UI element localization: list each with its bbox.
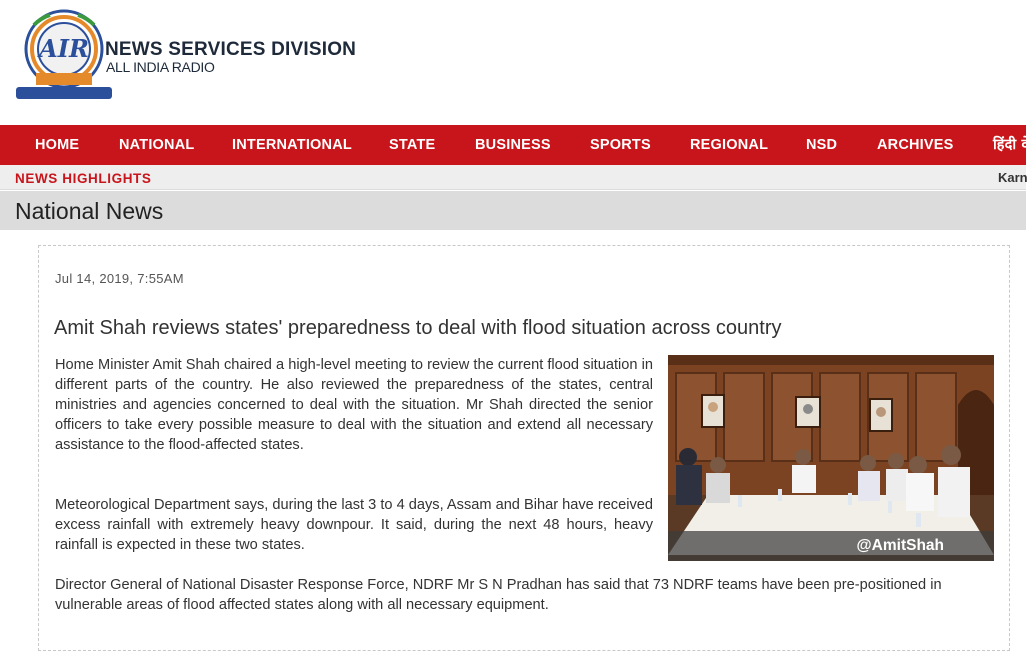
section-title: National News: [15, 198, 164, 224]
article-paragraph: Director General of National Disaster Response Force, NDRF Mr S N Pradhan has said that 73 NDRF teams have been pre-positioned in vulnerable areas of flood affected states along with all necessary equipment.: [55, 577, 942, 613]
site-header: [0, 0, 1026, 125]
nav-item-international[interactable]: INTERNATIONAL: [232, 137, 352, 153]
brand-subtitle: ALL INDIA RADIO: [106, 59, 215, 75]
nav-item-national[interactable]: NATIONAL: [119, 137, 195, 153]
photo-caption-bar: [668, 531, 994, 561]
svg-text:AIR: AIR: [39, 34, 89, 63]
section-header: [0, 191, 1026, 230]
article-date: Jul 14, 2019, 7:55AM: [55, 271, 184, 286]
photo-caption: @AmitShah: [856, 537, 944, 554]
nav-item-state[interactable]: STATE: [389, 137, 436, 153]
news-highlights-bar: [0, 165, 1026, 190]
news-highlights-ticker[interactable]: Karn: [998, 170, 1028, 185]
nav-item-sports[interactable]: SPORTS: [590, 137, 651, 153]
main-nav: [0, 125, 1030, 165]
article-card: [38, 245, 1010, 651]
all-india-radio-logo-icon[interactable]: [14, 5, 114, 101]
article-photo[interactable]: [668, 355, 994, 561]
nav-item-hindi[interactable]: हिंदी वे: [993, 137, 1030, 153]
article-paragraph: Meteorological Department says, during the last 3 to 4 days, Assam and Bihar have received excess rainfall with extremely heavy downpour. It said, during the next 48 hours, heavy rainfall is expected in these two states.: [55, 497, 653, 553]
nav-item-regional[interactable]: REGIONAL: [690, 137, 769, 153]
news-highlights-label: NEWS HIGHLIGHTS: [15, 171, 152, 186]
nav-item-archives[interactable]: ARCHIVES: [877, 137, 954, 153]
brand-title: NEWS SERVICES DIVISION: [105, 39, 357, 60]
nav-item-business[interactable]: BUSINESS: [475, 137, 551, 153]
nav-item-home[interactable]: HOME: [35, 137, 80, 153]
nav-item-nsd[interactable]: NSD: [806, 137, 838, 153]
article-paragraph: Home Minister Amit Shah chaired a high-level meeting to review the current flood situation in different parts of the country. He also reviewed the preparedness of the states, central ministries and agencies concerned to deal with the situation. Mr Shah directed the senior officers to take every possible measure to deal with the situation and extend all necessary assistance to the flood-affected states.: [55, 357, 653, 453]
article-headline: Amit Shah reviews states' preparedness to deal with flood situation across country: [54, 317, 782, 339]
